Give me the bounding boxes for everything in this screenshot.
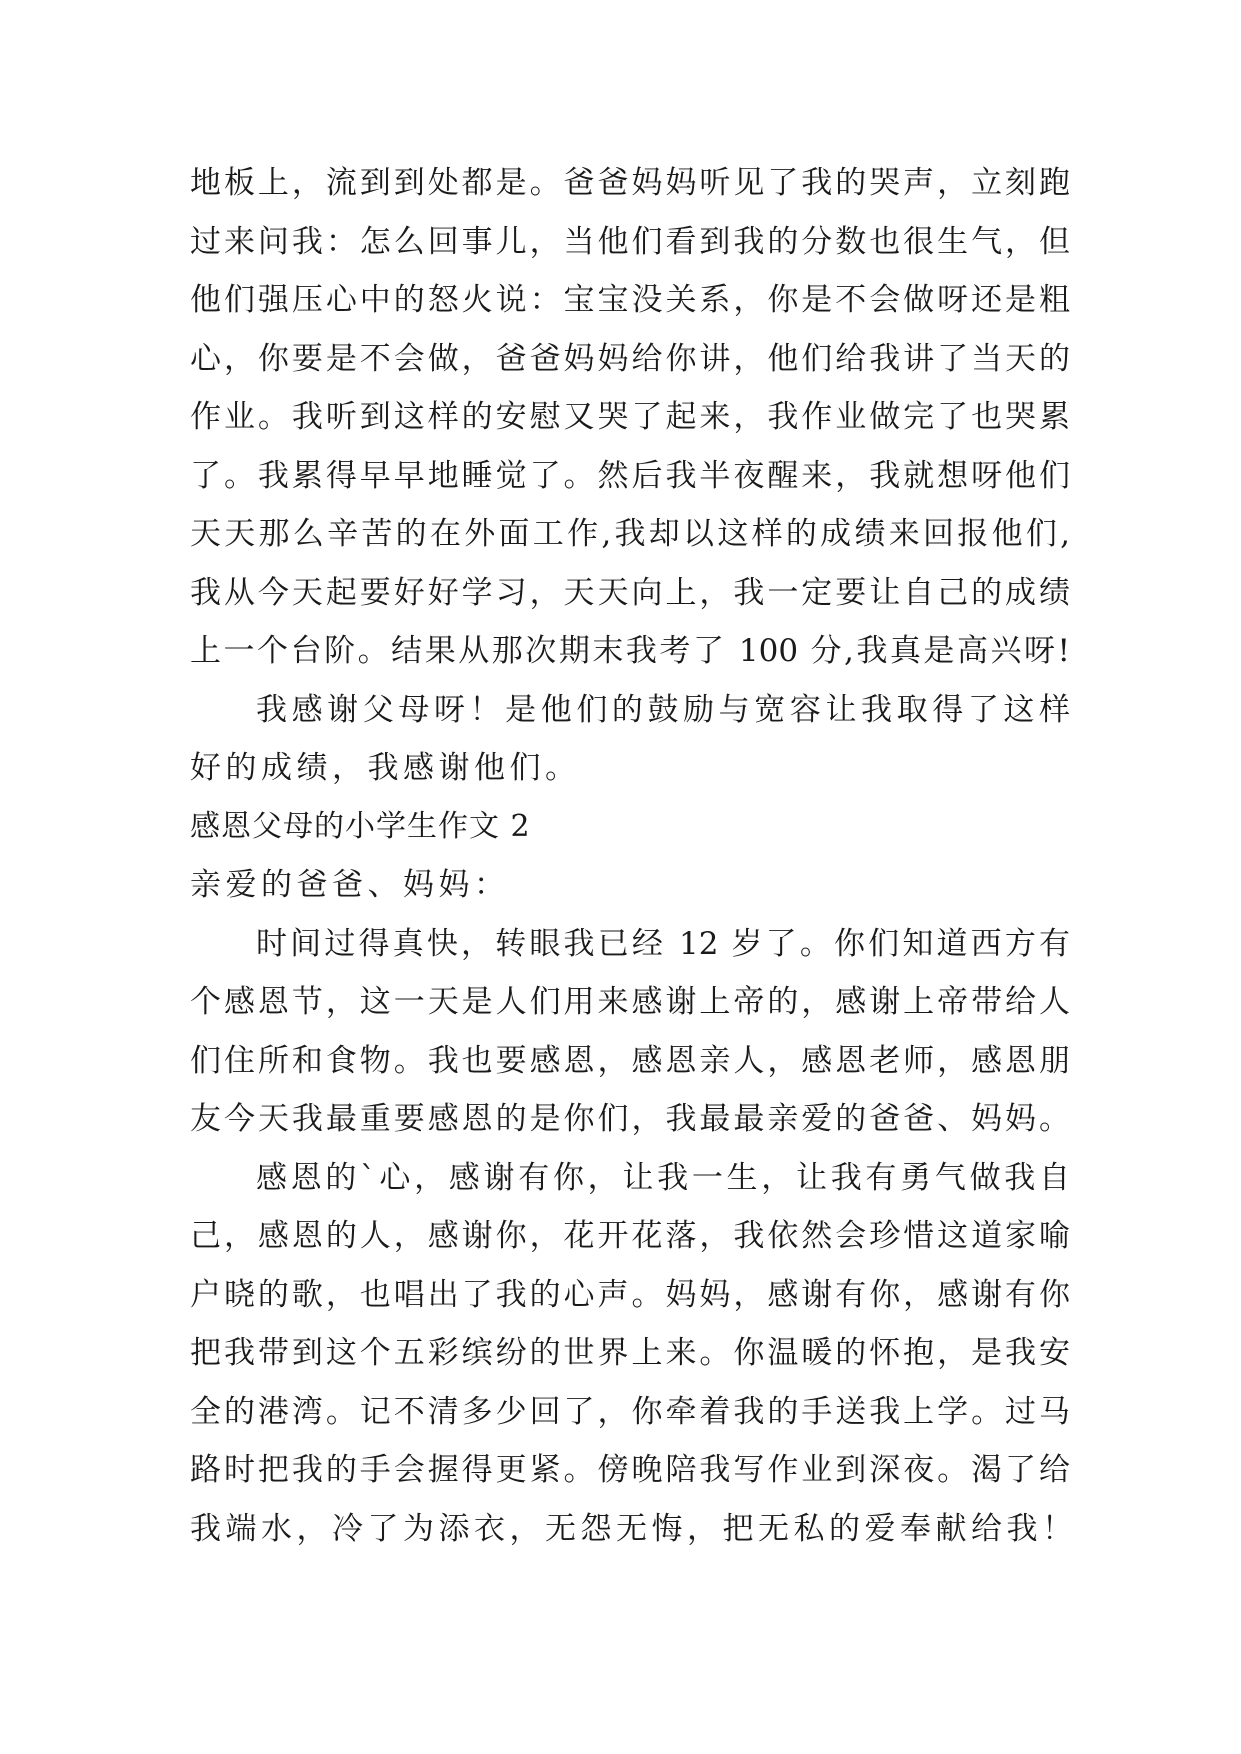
text-line: 好的成绩，我感谢他们。 xyxy=(190,750,581,786)
essay-title: 感恩父母的小学生作文 2 xyxy=(190,808,531,844)
text-line: 地板上，流到到处都是。爸爸妈妈听见了我的哭声，立刻跑 xyxy=(190,165,1070,201)
text-line: 过来问我：怎么回事儿，当他们看到我的分数也很生气，但 xyxy=(190,223,1070,260)
text-line: 我从今天起要好好学习，天天向上，我一定要让自己的成绩 xyxy=(190,574,1070,611)
text-line: 了。我累得早早地睡觉了。然后我半夜醒来，我就想呀他们 xyxy=(190,457,1070,494)
text-line: 个感恩节，这一天是人们用来感谢上帝的，感谢上帝带给人 xyxy=(190,984,1070,1020)
text-line: 作业。我听到这样的安慰又哭了起来，我作业做完了也哭累 xyxy=(190,399,1070,435)
text-line: 心，你要是不会做，爸爸妈妈给你讲，他们给我讲了当天的 xyxy=(190,340,1070,377)
paragraph-2 xyxy=(190,691,1070,808)
paragraph-4 xyxy=(190,1159,1078,1569)
paragraph-1 xyxy=(190,164,1070,691)
text-line: 上一个台阶。结果从那次期末我考了 100 分,我真是高兴呀! xyxy=(190,633,1070,669)
text-line: 他们强压心中的怒火说：宝宝没关系，你是不会做呀还是粗 xyxy=(190,282,1070,318)
text-line: 我端水，冷了为添衣，无怨无悔，把无私的爱奉献给我！ xyxy=(190,1510,1078,1547)
text-line: 友今天我最重要感恩的是你们，我最最亲爱的爸爸、妈妈。 xyxy=(190,1101,1070,1137)
text-line: 户晓的歌，也唱出了我的心声。妈妈，感谢有你，感谢有你 xyxy=(190,1276,1070,1313)
text-line: 时间过得真快，转眼我已经 12 岁了。你们知道西方有 xyxy=(256,925,1070,962)
text-line: 们住所和食物。我也要感恩，感恩亲人，感恩老师，感恩朋 xyxy=(190,1042,1070,1079)
text-line: 把我带到这个五彩缤纷的世界上来。你温暖的怀抱，是我安 xyxy=(190,1335,1070,1371)
text-line: 我感谢父母呀！是他们的鼓励与宽容让我取得了这样 xyxy=(256,691,1070,728)
text-line: 天天那么辛苦的在外面工作,我却以这样的成绩来回报他们, xyxy=(190,516,1070,552)
text-line: 感恩的`心，感谢有你，让我一生，让我有勇气做我自 xyxy=(256,1159,1070,1196)
paragraph-3 xyxy=(190,925,1070,1159)
text-line: 己，感恩的人，感谢你，花开花落，我依然会珍惜这道家喻 xyxy=(190,1218,1070,1254)
text-line: 路时把我的手会握得更紧。傍晚陪我写作业到深夜。渴了给 xyxy=(190,1452,1070,1488)
document-page xyxy=(190,164,1078,1568)
salutation: 亲爱的爸爸、妈妈： xyxy=(190,867,510,903)
text-line: 全的港湾。记不清多少回了，你牵着我的手送我上学。过马 xyxy=(190,1393,1070,1430)
